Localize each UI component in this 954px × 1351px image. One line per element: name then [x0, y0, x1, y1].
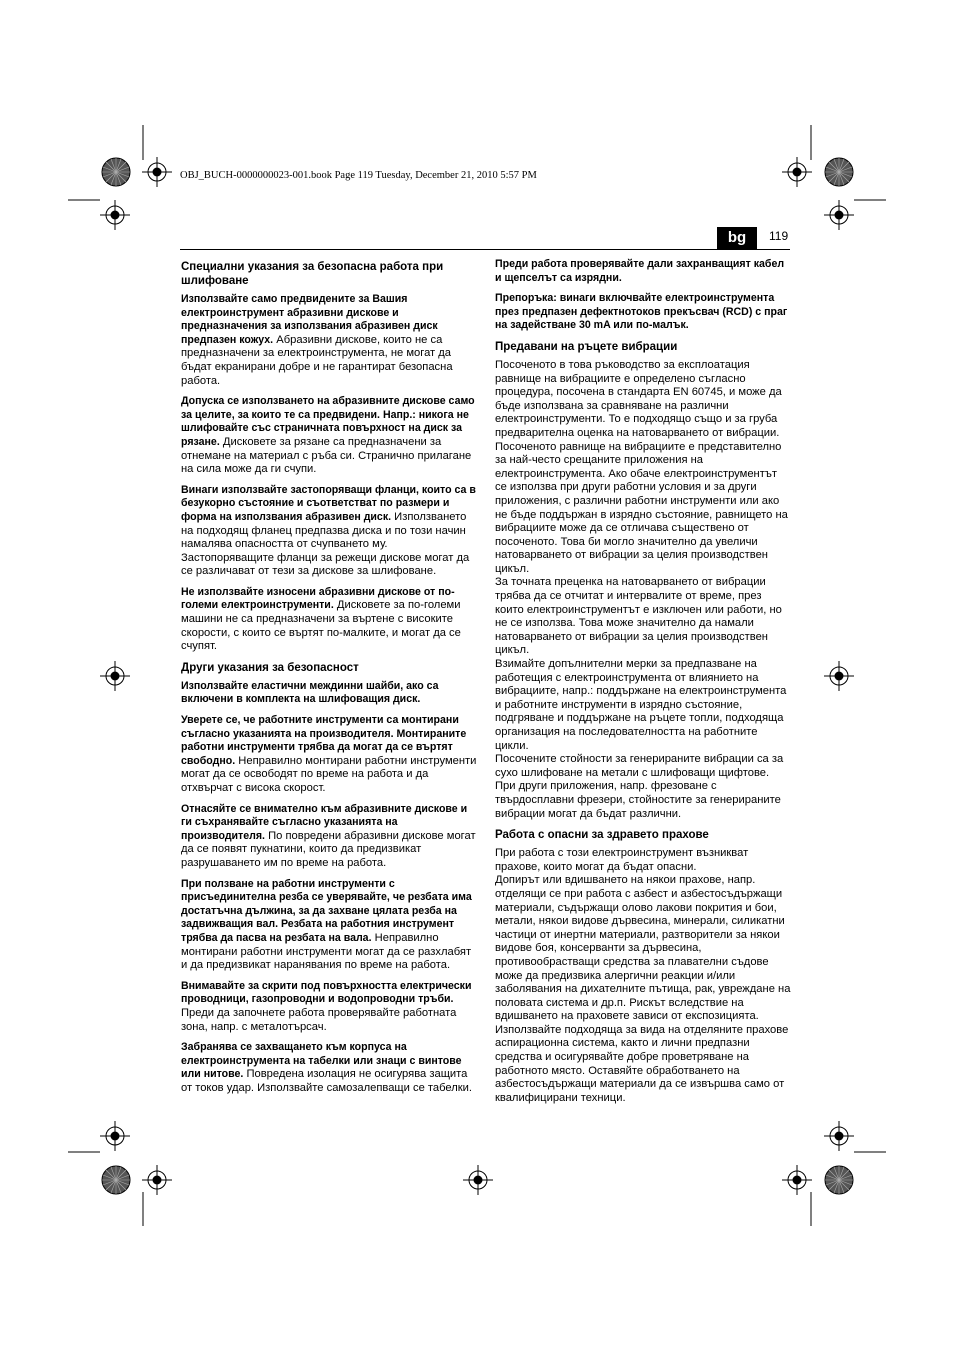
printer-rosette-icon	[102, 1166, 130, 1194]
paragraph: Отнасяйте се внимателно към абразивните дискове и ги съхранявайте съгласно указанията на производителя. По повредени абразивни дискове могат да се появят пукнатини, които да предизвикат разрушаването им по време на работа.	[181, 802, 476, 869]
printer-rosette-icon	[102, 158, 130, 186]
registration-crosshair-icon	[782, 157, 812, 187]
registration-crosshair-icon	[142, 157, 172, 187]
registration-crosshair-icon	[463, 1165, 493, 1195]
printer-rosette-icon	[825, 158, 853, 186]
print-file-header: OBJ_BUCH-0000000023-001.book Page 119 Tuesday, December 21, 2010 5:57 PM	[180, 170, 537, 181]
paragraph: Взимайте допълнителни мерки за предпазване на работещия с електроинструмента от влиянието на вибрациите, напр.: поддържане на електроинструмента и работните инструменти в изрядно състояние, подгряване и поддържане на ръцете топли, подходяща организация на последователността на работните цикли.	[495, 658, 787, 752]
paragraph: Препоръка: винаги включвайте електроинструмента през предпазен дефектнотоков прекъсвач (RCD) с праг на задействане 30 mA или по-малък.	[495, 292, 788, 332]
registration-crosshair-icon	[142, 1165, 172, 1195]
paragraph: За точната преценка на натоварването от вибрации трябва да се отчитат и интервалите от време, през които електроинструментът е изключен или работи, но не се използва. Това може значително да намали натоварването от вибрации за целия производствен цикъл.	[495, 576, 782, 657]
paragraph: Забранява се захващането към корпуса на електроинструмента на табелки или знаци с винтове или нитове. Повредена изолация не осигурява защита от токов удар. Използвайте самозалепващи се табелки.	[181, 1041, 473, 1094]
registration-crosshair-icon	[824, 200, 854, 230]
language-badge: bg	[717, 227, 757, 249]
registration-crosshair-icon	[100, 200, 130, 230]
right-column	[495, 258, 791, 1105]
section-heading: Други указания за безопасност	[181, 661, 359, 674]
section-heading: Специални указания за безопасна работа при шлифоване	[181, 261, 444, 287]
registration-crosshair-icon	[782, 1165, 812, 1195]
paragraph: При работа с този електроинструмент възникват прахове, които могат да бъдат опасни.	[495, 847, 749, 873]
paragraph: Уверете се, че работните инструменти са монтирани съгласно указанията на производителя. Монтираните работни инструменти трябва да могат да се въртят свободно. Неправилно монтирани работни инструменти могат да се освободят по време на работа и да отхвърчат с висока скорост.	[181, 714, 477, 794]
section-heading: Работа с опасни за здравето прахове	[495, 829, 709, 842]
section-heading: Предавани на ръцете вибрации	[495, 340, 678, 353]
registration-crosshair-icon	[824, 661, 854, 691]
paragraph: Допуска се използването на абразивните дискове само за целите, за които те са предвидени. Напр.: никога не шлифовайте със страничната повърхност на диск за рязане. Дисковете за рязане са предназначени за отнемане на материал с ръба си. Странично прилагане на сила може да ги счупи.	[181, 395, 475, 476]
paragraph: При ползване на работни инструменти с присъединителна резба се уверявайте, че резбата има достатъчна дължина, за да захване цялата резба на задвижващия вал. Резбата на работния инструмент трябва да пасва на резбата на вала. Неправилно монтирани работни инструменти могат да се разхлабят и да предизвикат наранявания по време на работа.	[181, 877, 472, 972]
registration-crosshair-icon	[100, 1121, 130, 1151]
paragraph: Използвайте еластични междинни шайби, ако са включени в комплекта на шлифоващия диск.	[181, 679, 439, 706]
registration-crosshair-icon	[100, 661, 130, 691]
paragraph: Не използвайте износени абразивни дискове от по-големи електроинструменти. Дисковете за по-големи машини не са предназначени за въртене с високите скорости, с които се въртят по-малките, и могат да се счупят.	[181, 585, 461, 653]
left-column	[181, 258, 477, 1102]
paragraph: Внимавайте за скрити под повърхността електрически проводници, газопроводни и водопроводни тръби. Преди да започнете работа проверявайте работната зона, напр. с металотърсач.	[181, 979, 472, 1033]
printer-rosette-icon	[825, 1166, 853, 1194]
header-rule	[180, 249, 790, 250]
page-number: 119	[769, 229, 789, 243]
paragraph: Посочените стойности за генерираните вибрации са за сухо шлифоване на метали с шлифоващи щифтове. При други приложения, напр. фрезоване с твърдосплавни фрезери, стойностите за генерираните вибрации могат да бъдат различни.	[495, 753, 784, 820]
paragraph: Посоченото в това ръководство за експлоатация равнище на вибрациите е определено съгласно процедура, посочена в стандарта EN 60745, и може да бъде използвана за сравняване на различни електроинструменти. То е подходящо също и за груба предварителна оценка на натоварването от вибрации.	[495, 358, 782, 439]
paragraph: Използвайте само предвидените за Вашия електроинструмент абразивни дискове и предназначения за използвания абразивен диск предпазен кожух. Абразивни дискове, които не са предназначени за електроинструмента, не могат да бъдат екранирани добре и не гарантират безопасна работа.	[181, 293, 453, 387]
paragraph: Допирът или вдишването на някои прахове, напр. отделящи се при работа с азбест и азбестосъдържащи материали, съдържащи олово лакови покрития и бои, метали, някои видове дървесина, минерали, силикатни частици от инертни материали, разтворители за някои видове боя, консерванти за дървесина, противообрастващи средства за плавателни съдове може да предизвика алергични реакции и/или заболявания на дихателните пътища, рак, увреждане на половата система и др.п. Рискът вследствие на вдишването на праховете зависи от експозицията. Използвайте подходяща за вида на отделяните прахове аспирационна система, както и лични предпазни средства и осигурявайте добре проветряване на работното място. Оставяйте обработването на азбестосъдържащи материали да се извършва само от квалифицирани техници.	[495, 874, 791, 1104]
registration-crosshair-icon	[824, 1121, 854, 1151]
paragraph: Преди работа проверявайте дали захранващият кабел и щепселът са изрядни.	[495, 258, 785, 284]
paragraph: Посоченото равнище на вибрациите е представително за най-често срещаните приложения на електроинструмента. Ако обаче електроинструментът се използва при други работни условия и за други приложения, с различни работни инструменти или ако не бъде поддържан в изрядно състояние, равнището на вибрациите може да се отличава съществено от посоченото. Това би могло значително да увеличи натоварването от вибрации за целия производствен цикъл.	[495, 440, 788, 575]
paragraph: Винаги използвайте застопоряващи фланци, които са в безукорно състояние и съответстват по размери и форма на използвания абразивен диск. Използването на подходящ фланец предпазва диска и по този начин намалява опасността от счупването му. Застопоряващите фланци за режещи дискове могат да се различават от тези за дискове за шлифоване.	[181, 483, 476, 578]
